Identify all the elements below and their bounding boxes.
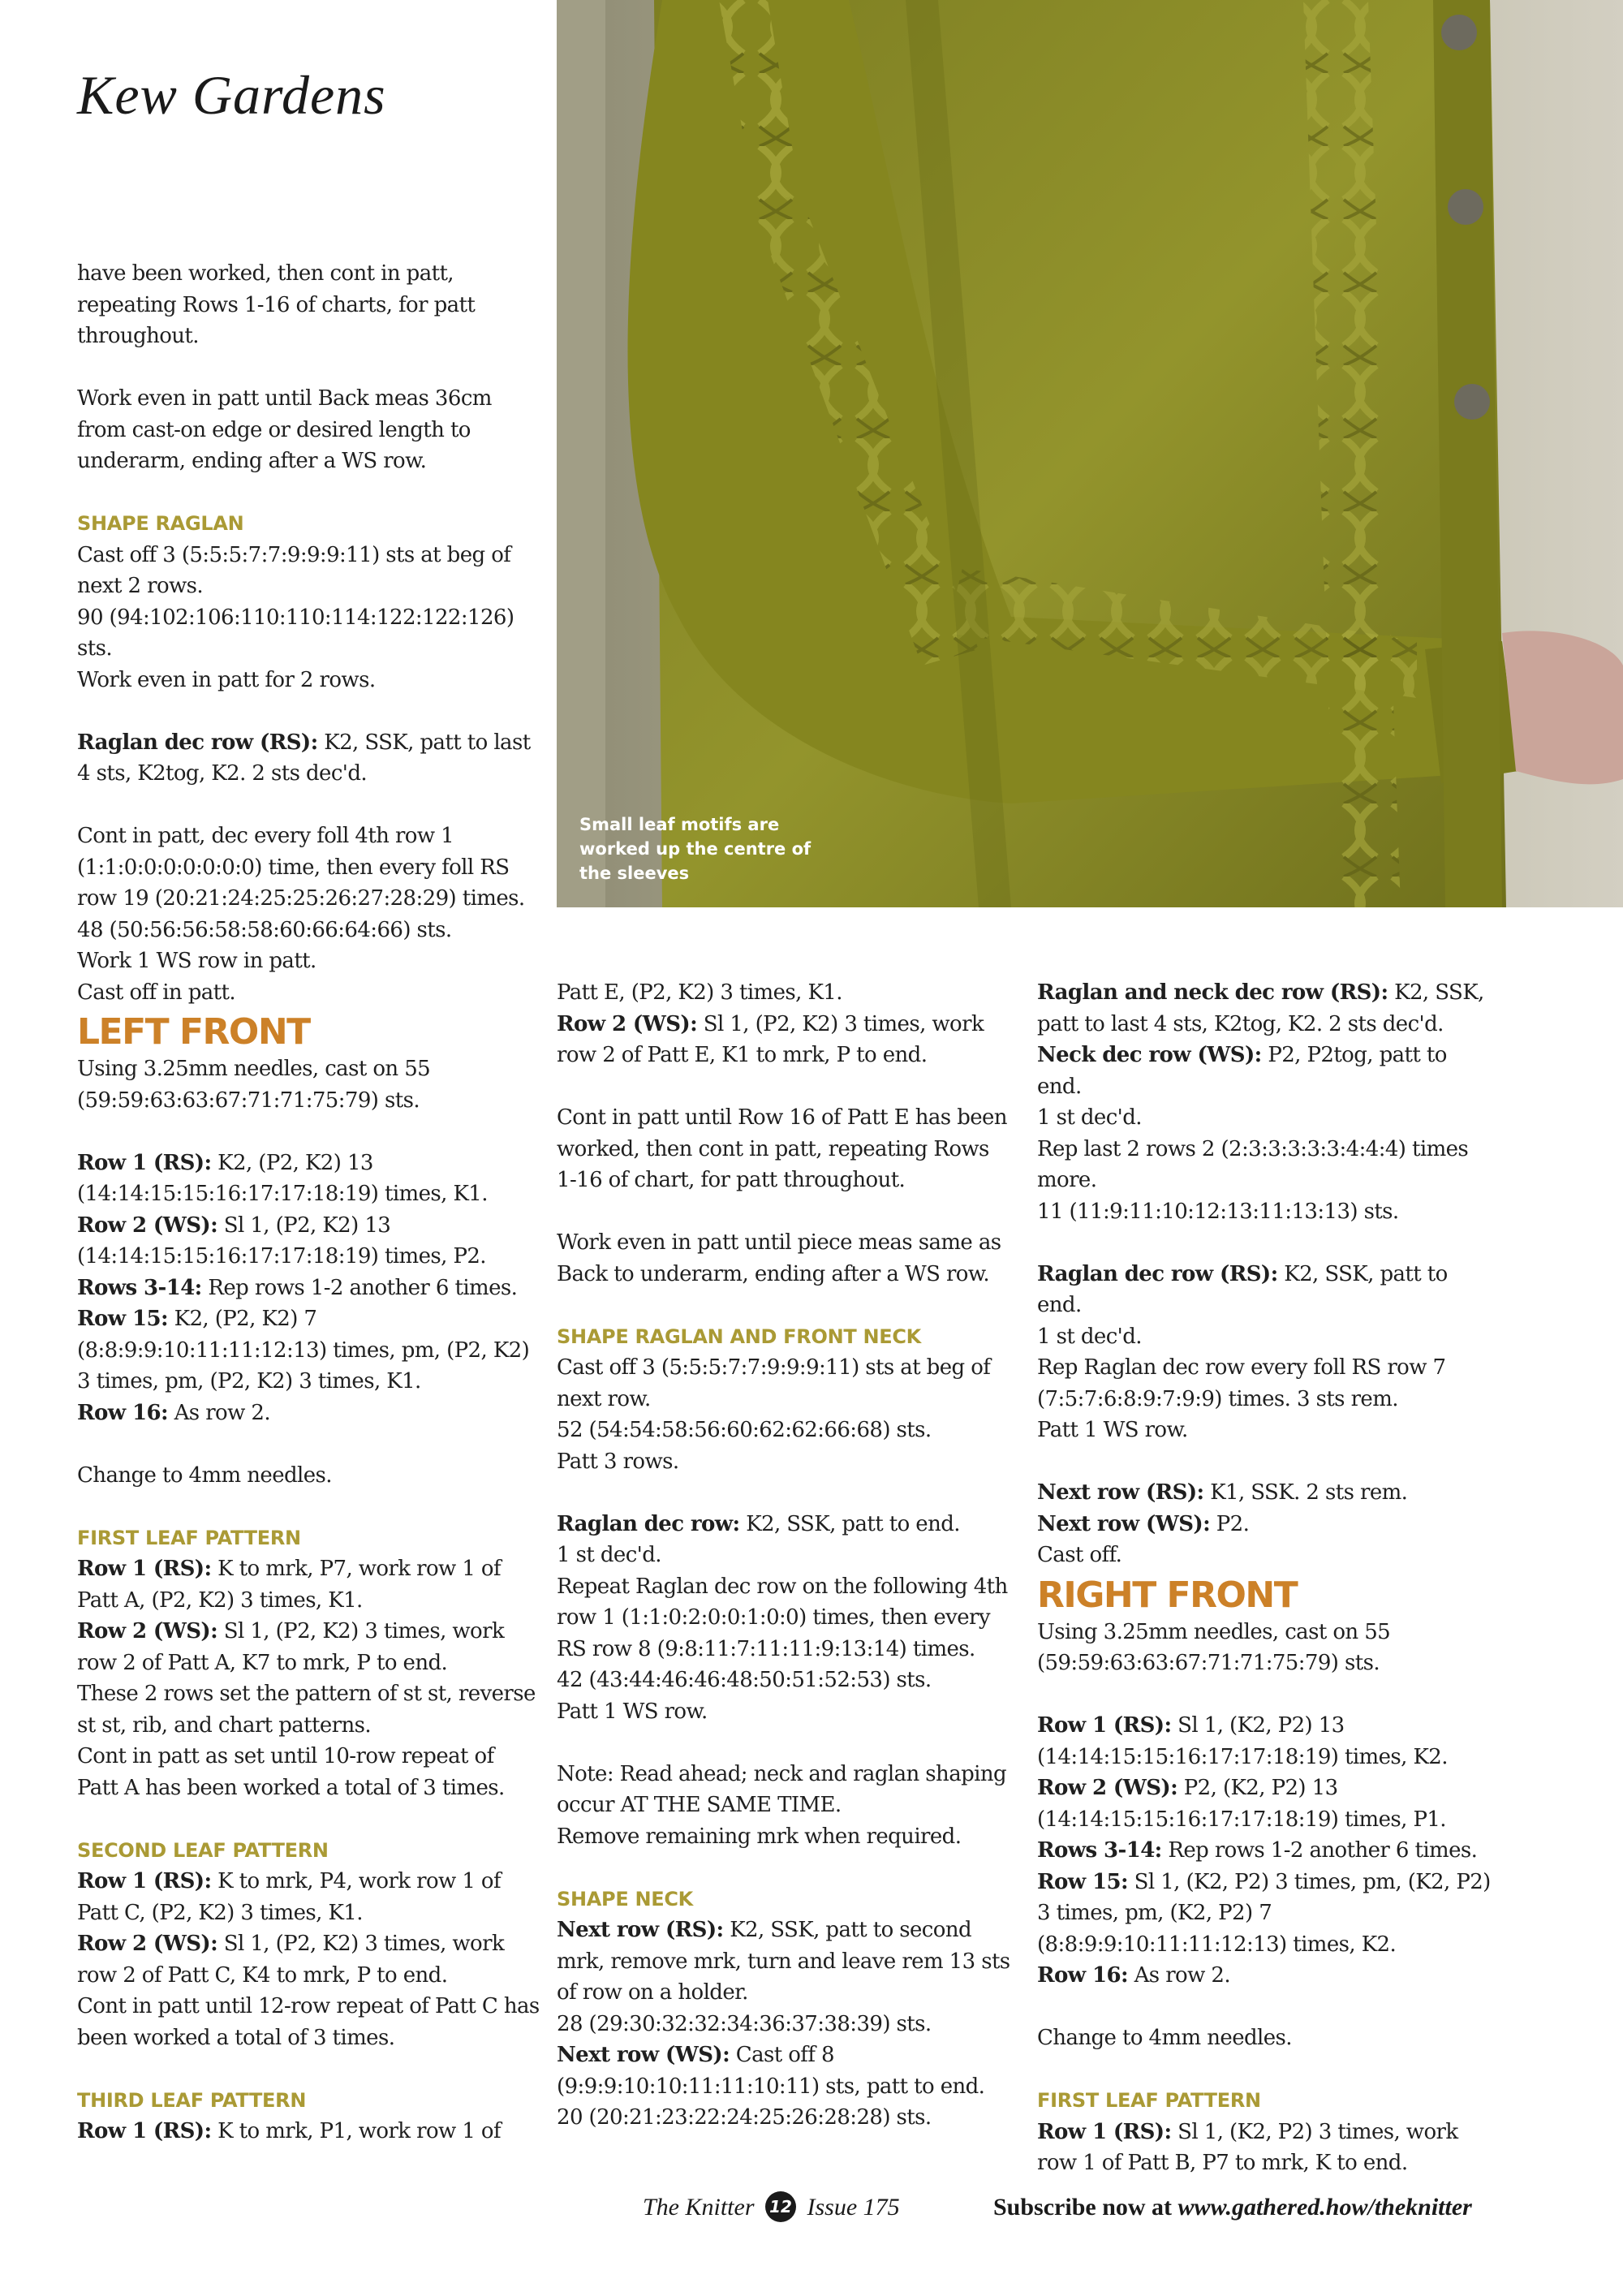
paragraph: Remove remaining mrk when required. xyxy=(557,1824,962,1849)
paragraph: Rep Raglan dec row every foll RS row 7 (7:5:7:6:8:9:7:9:9) times. 3 sts rem. xyxy=(1037,1355,1446,1411)
instruction: Row 1 (RS): K to mrk, P1, work row 1 of xyxy=(77,2119,502,2143)
instruction: Next row (WS): Cast off 8 (9:9:9:10:10:11:11:10:11) sts, patt to end. xyxy=(557,2043,985,2099)
paragraph: Work 1 WS row in patt. xyxy=(77,949,316,973)
paragraph: Patt 1 WS row. xyxy=(557,1699,708,1724)
paragraph: 1 st dec'd. xyxy=(1037,1324,1142,1349)
paragraph: 52 (54:54:58:56:60:62:62:66:68) sts. xyxy=(557,1418,932,1442)
instruction-label: Raglan dec row (RS): xyxy=(77,730,318,755)
subscribe-text: Subscribe now at xyxy=(993,2194,1178,2221)
paragraph: 1 st dec'd. xyxy=(1037,1105,1142,1130)
instruction: Next row (WS): P2. xyxy=(1037,1511,1250,1536)
paragraph: Rep last 2 rows 2 (2:3:3:3:3:3:4:4:4) times more. xyxy=(1037,1136,1469,1192)
instruction: Raglan dec row (RS): K2, SSK, patt to end. xyxy=(1037,1261,1448,1317)
paragraph: Cast off 3 (5:5:5:7:7:9:9:9:11) sts at beg of next 2 rows. xyxy=(77,542,511,598)
instruction: Row 1 (RS): K2, (P2, K2) 13 (14:14:15:15:16:17:17:18:19) times, K1. xyxy=(77,1150,488,1206)
paragraph: Change to 4mm needles. xyxy=(77,1462,332,1488)
instruction: Row 1 (RS): Sl 1, (K2, P2) 13 (14:14:15:15:16:17:17:18:19) times, K2. xyxy=(1037,1713,1448,1769)
instruction: Row 2 (WS): Sl 1, (P2, K2) 3 times, work row 2 of Patt A, K7 to mrk, P to end. xyxy=(77,1619,505,1675)
page-number: 12 xyxy=(765,2191,796,2222)
paragraph: have been worked, then cont in patt, repeating Rows 1-16 of charts, for patt throughout. xyxy=(77,261,476,348)
subheading-shape-raglan-front-neck: SHAPE RAGLAN AND FRONT NECK xyxy=(557,1325,921,1348)
instruction: Rows 3-14: Rep rows 1-2 another 6 times. xyxy=(77,1275,518,1300)
paragraph: Patt E, (P2, K2) 3 times, K1. xyxy=(557,980,842,1005)
instruction: Row 2 (WS): P2, (K2, P2) 13 (14:14:15:15:16:17:17:18:19) times, P1. xyxy=(1037,1776,1446,1832)
sweater-photo xyxy=(557,0,1623,907)
instruction: Row 15: Sl 1, (K2, P2) 3 times, pm, (K2, P2) 3 times, pm, (K2, P2) 7 (8:8:9:9:10:11:11:12:13) times, K2. xyxy=(1037,1869,1491,1957)
paragraph: Cont in patt, dec every foll 4th row 1 (1:1:0:0:0:0:0:0:0) time, then every foll RS row 19 (20:21:24:25:25:26:27:28:29) times. xyxy=(77,824,525,911)
paragraph: Work even in patt until piece meas same as Back to underarm, ending after a WS row. xyxy=(557,1230,1001,1286)
instruction: Raglan dec row: K2, SSK, patt to end. xyxy=(557,1511,960,1536)
paragraph: Work even in patt for 2 rows. xyxy=(77,667,376,692)
column-1 xyxy=(77,258,540,2147)
subheading-shape-neck: SHAPE NECK xyxy=(557,1887,693,1910)
paragraph: Cast off in patt. xyxy=(77,980,236,1005)
photo-caption: Small leaf motifs are worked up the centre of the sleeves xyxy=(579,815,812,883)
paragraph: 20 (20:21:23:22:24:25:26:28:28) sts. xyxy=(557,2105,932,2130)
subheading-second-leaf: SECOND LEAF PATTERN xyxy=(77,1838,329,1862)
heading-left-front: LEFT FRONT xyxy=(77,1011,310,1053)
paragraph: Work even in patt until Back meas 36cm from cast-on edge or desired length to underarm, ending after a WS row. xyxy=(77,386,492,473)
instruction: Raglan and neck dec row (RS): K2, SSK, patt to last 4 sts, K2tog, K2. 2 sts dec'd. xyxy=(1037,980,1484,1036)
paragraph: 11 (11:9:11:10:12:13:11:13:13) sts. xyxy=(1037,1199,1399,1224)
paragraph: Cont in patt as set until 10-row repeat of Patt A has been worked a total of 3 times. xyxy=(77,1744,505,1800)
instruction: Row 15: K2, (P2, K2) 7 (8:8:9:9:10:11:11:12:13) times, pm, (P2, K2) 3 times, pm, (P2, K2) 3 times, K1. xyxy=(77,1307,530,1394)
column-3 xyxy=(1037,977,1492,2179)
instruction xyxy=(77,727,540,790)
magazine-name: The Knitter xyxy=(643,2194,755,2221)
page-title: Kew Gardens xyxy=(77,64,386,126)
column-2 xyxy=(557,977,1011,2134)
footer-subscribe xyxy=(993,2194,1472,2221)
instruction-text: K2, SSK, patt to last 4 sts, K2tog, K2. 2 sts dec'd. xyxy=(77,730,531,786)
instruction: Row 2 (WS): Sl 1, (P2, K2) 3 times, work row 2 of Patt C, K4 to mrk, P to end. xyxy=(77,1932,505,1988)
paragraph: Cont in patt until 12-row repeat of Patt C has been worked a total of 3 times. xyxy=(77,1994,540,2050)
instruction: Next row (RS): K2, SSK, patt to second mrk, remove mrk, turn and leave rem 13 sts of row on a holder. xyxy=(557,1918,1010,2005)
paragraph: Patt 1 WS row. xyxy=(1037,1418,1188,1442)
subheading-shape-raglan: SHAPE RAGLAN xyxy=(77,512,244,535)
paragraph: 1 st dec'd. xyxy=(557,1543,661,1567)
instruction: Row 1 (RS): K to mrk, P4, work row 1 of Patt C, (P2, K2) 3 times, K1. xyxy=(77,1869,502,1925)
instruction: Row 1 (RS): Sl 1, (K2, P2) 3 times, work row 1 of Patt B, P7 to mrk, K to end. xyxy=(1037,2119,1458,2175)
instruction: Row 16: As row 2. xyxy=(1037,1963,1231,1988)
paragraph: Cont in patt until Row 16 of Patt E has been worked, then cont in patt, repeating Rows 1-16 of chart, for patt throughout. xyxy=(557,1105,1007,1192)
paragraph: Cast off 3 (5:5:5:7:7:9:9:9:11) sts at beg of next row. xyxy=(557,1355,991,1411)
instruction: Next row (RS): K1, SSK. 2 sts rem. xyxy=(1037,1480,1408,1505)
paragraph: 28 (29:30:32:32:34:36:37:38:39) sts. xyxy=(557,2011,932,2036)
issue-number: Issue 175 xyxy=(807,2194,900,2221)
instruction: Row 2 (WS): Sl 1, (P2, K2) 3 times, work row 2 of Patt E, K1 to mrk, P to end. xyxy=(557,1011,984,1067)
paragraph: Change to 4mm needles. xyxy=(1037,2026,1292,2050)
paragraph: 42 (43:44:46:46:48:50:51:52:53) sts. xyxy=(557,1668,932,1692)
instruction: Row 2 (WS): Sl 1, (P2, K2) 13 (14:14:15:15:16:17:17:18:19) times, P2. xyxy=(77,1213,486,1269)
footer-magazine xyxy=(643,2194,900,2225)
paragraph: 48 (50:56:56:58:58:60:66:64:66) sts. xyxy=(77,917,452,942)
paragraph: Patt 3 rows. xyxy=(557,1449,679,1474)
instruction: Row 1 (RS): K to mrk, P7, work row 1 of Patt A, (P2, K2) 3 times, K1. xyxy=(77,1557,502,1613)
subheading-third-leaf: THIRD LEAF PATTERN xyxy=(77,2088,307,2112)
subscribe-link[interactable]: www.gathered.how/theknitter xyxy=(1177,2194,1472,2221)
paragraph: These 2 rows set the pattern of st st, reverse st st, rib, and chart patterns. xyxy=(77,1682,536,1738)
instruction: Rows 3-14: Rep rows 1-2 another 6 times. xyxy=(1037,1838,1478,1863)
paragraph: 90 (94:102:106:110:110:114:122:122:126) sts. xyxy=(77,605,514,661)
heading-right-front: RIGHT FRONT xyxy=(1037,1574,1298,1616)
paragraph: Cast off. xyxy=(1037,1543,1122,1567)
paragraph: Note: Read ahead; neck and raglan shaping occur AT THE SAME TIME. xyxy=(557,1761,1007,1817)
instruction: Neck dec row (WS): P2, P2tog, patt to end. xyxy=(1037,1043,1447,1099)
paragraph: Using 3.25mm needles, cast on 55 (59:59:63:63:67:71:71:75:79) sts. xyxy=(1037,1619,1391,1675)
paragraph: Repeat Raglan dec row on the following 4th row 1 (1:1:0:2:0:0:1:0:0) times, then every RS row 8 (9:8:11:7:11:11:9:13:14) times. xyxy=(557,1574,1008,1661)
paragraph: Using 3.25mm needles, cast on 55 (59:59:63:63:67:71:71:75:79) sts. xyxy=(77,1057,431,1113)
subheading-first-leaf: FIRST LEAF PATTERN xyxy=(77,1526,301,1549)
instruction: Row 16: As row 2. xyxy=(77,1400,271,1425)
subheading-first-leaf-right: FIRST LEAF PATTERN xyxy=(1037,2089,1261,2112)
